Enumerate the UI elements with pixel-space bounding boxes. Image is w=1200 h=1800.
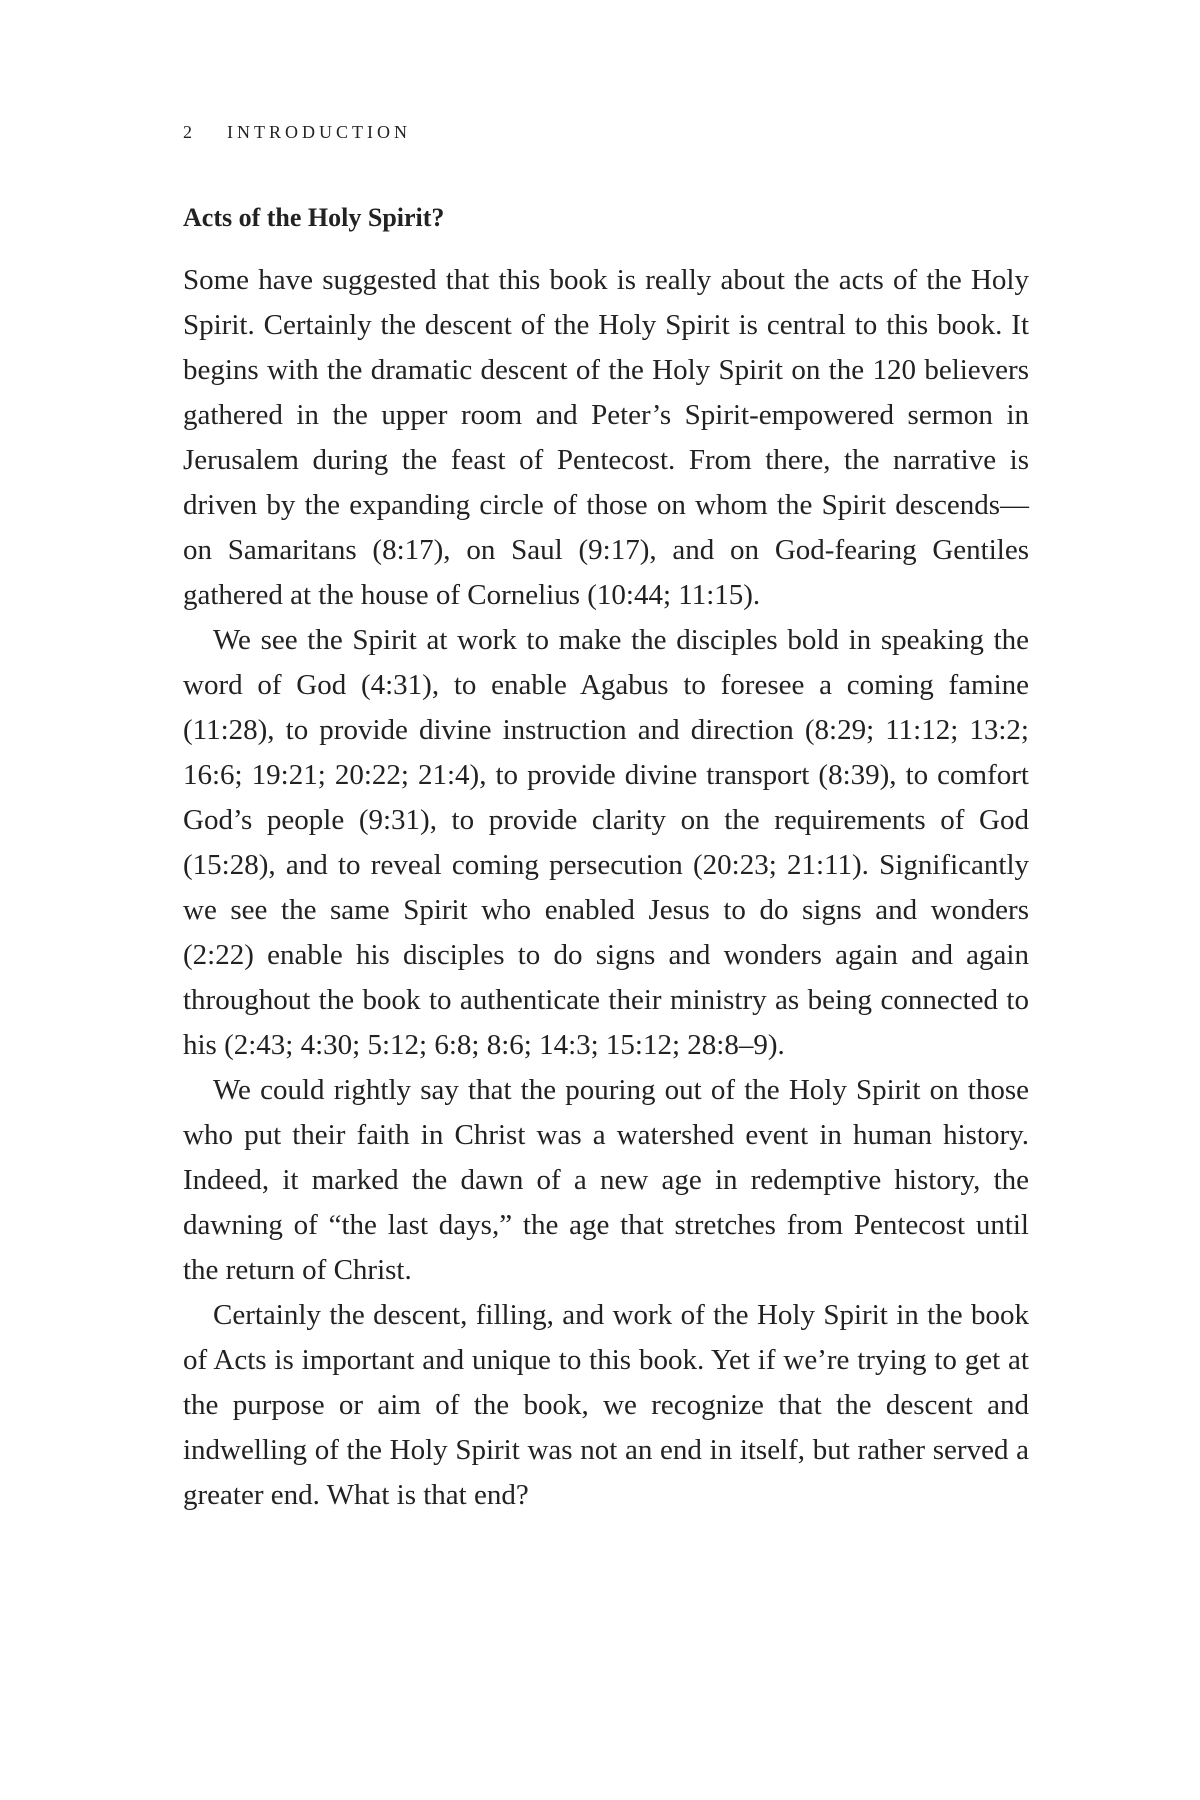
section-title: INTRODUCTION (227, 122, 411, 142)
running-head (183, 120, 411, 144)
section-heading: Acts of the Holy Spirit? (183, 203, 445, 232)
page-number: 2 (183, 122, 192, 142)
paragraph-3: We could rightly say that the pouring out of the Holy Spirit on those who put their faith in Christ was a watershed event in human history. Indeed, it marked the dawn of a new age in redemptive history, the dawning of “the last days,” the age that stretches from Pentecost until the return of Christ. (183, 1074, 1029, 1286)
paragraph-1: Some have suggested that this book is really about the acts of the Holy Spirit. Certainly the descent of the Holy Spirit is central to this book. It begins with the dramatic descent of the Holy Spirit on the 120 believers gathered in the upper room and Peter’s Spirit-empowered sermon in Jerusalem during the feast of Pentecost. From there, the narrative is driven by the expanding circle of those on whom the Spirit descends—on Samaritans (8:17), on Saul (9:17), and on God-fearing Gentiles gathered at the house of Cornelius (10:44; 11:15). (183, 264, 1029, 611)
paragraph-2: We see the Spirit at work to make the disciples bold in speaking the word of God (4:31), to enable Agabus to foresee a coming famine (11:28), to provide divine instruction and direction (8:29; 11:12; 13:2; 16:6; 19:21; 20:22; 21:4), to provide divine transport (8:39), to comfort God’s people (9:31), to provide clarity on the requirements of God (15:28), and to reveal coming persecution (20:23; 21:11). Significantly we see the same Spirit who enabled Jesus to do signs and wonders (2:22) enable his disciples to do signs and wonders again and again throughout the book to authenticate their ministry as being connected to his (2:43; 4:30; 5:12; 6:8; 8:6; 14:3; 15:12; 28:8–9). (183, 624, 1029, 1061)
paragraph-4: Certainly the descent, filling, and work of the Holy Spirit in the book of Acts is important and unique to this book. Yet if we’re trying to get at the purpose or aim of the book, we recognize that the descent and indwelling of the Holy Spirit was not an end in itself, but rather served a greater end. What is that end? (183, 1299, 1029, 1511)
body-text (183, 198, 1029, 1518)
